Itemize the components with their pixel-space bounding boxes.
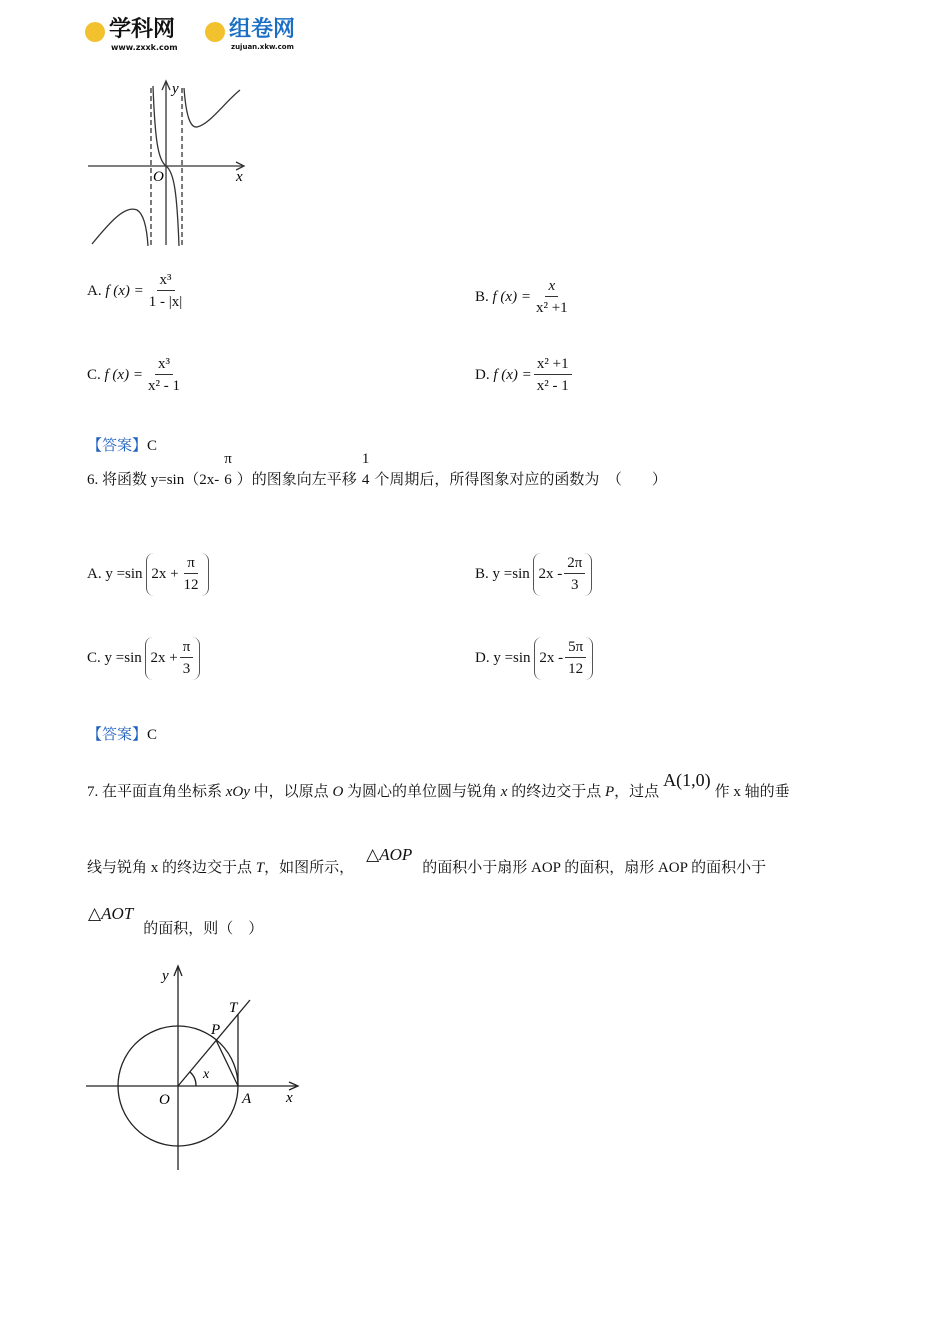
q6-option-c[interactable]: C. y =sin 2x + $\frac{\pi}{3}$: [87, 637, 200, 680]
q5-answer: 【答案】C: [87, 438, 158, 454]
origin-label: O: [153, 169, 164, 185]
q5-option-d[interactable]: D. f (x) = $\frac{\text{x² +1}}{\text{x² - 1}}$: [475, 354, 574, 397]
y-axis-label: y: [162, 968, 169, 984]
logo-url: zujuan.xkw.com: [231, 43, 294, 51]
q7-line-1: 7. 在平面直角坐标系 xOy 中，以原点 O 为圆心的单位圆与锐角 x 的终边交于点 P，过点A(1,0)作 x 轴的垂: [87, 770, 790, 800]
point-t-label: T: [229, 1000, 238, 1016]
q5-option-b[interactable]: B. f (x) = $\frac{x}{\text{x² +1}}$: [475, 278, 568, 316]
q6-answer: 【答案】C: [87, 727, 158, 743]
angle-label: x: [203, 1067, 210, 1082]
q6-stem: 6. 将函数 y=sin（2x- π 6 ）的图象向左平移 1 4 个周期后，所得图象对应的函数为 （ ）: [87, 450, 667, 488]
q5-option-a[interactable]: A. f (x) = $\frac{\text{x³}}{1 - |x|}$: [87, 272, 183, 310]
logo-text: 学科网: [109, 17, 176, 42]
origin-label: O: [159, 1092, 170, 1108]
function-graph: [0, 0, 300, 260]
q7-line-3-text: 的面积，则（ ）: [143, 921, 264, 937]
x-axis-label: x: [236, 169, 243, 185]
unit-circle-diagram: [0, 950, 320, 1180]
x-axis-label: x: [286, 1090, 293, 1106]
y-axis-label: y: [172, 81, 179, 97]
logo-text: 组卷网: [229, 17, 296, 42]
q7-line-3: [88, 904, 263, 938]
point-a-label: A: [242, 1091, 252, 1107]
logo-url: www.zxxk.com: [111, 43, 178, 52]
point-p-label: P: [211, 1022, 221, 1038]
q6-option-d[interactable]: D. y =sin 2x - $\frac{5\pi}{12}$: [475, 637, 593, 680]
q7-line-2: 线与锐角 x 的终边交于点 T，如图所示，△AOP的面积小于扇形 AOP 的面积，扇形 AOP 的面积小于: [87, 845, 767, 876]
q6-option-a[interactable]: A. y =sin 2x + $\frac{\pi}{12}$: [87, 553, 209, 596]
q5-option-c[interactable]: C. f (x) = $\frac{\text{x³}}{\text{x² - 1}}$: [87, 356, 180, 394]
q7-aot: △AOT: [88, 904, 134, 923]
q6-option-b[interactable]: B. y =sin 2x - $\frac{2\pi}{3}$: [475, 553, 592, 596]
